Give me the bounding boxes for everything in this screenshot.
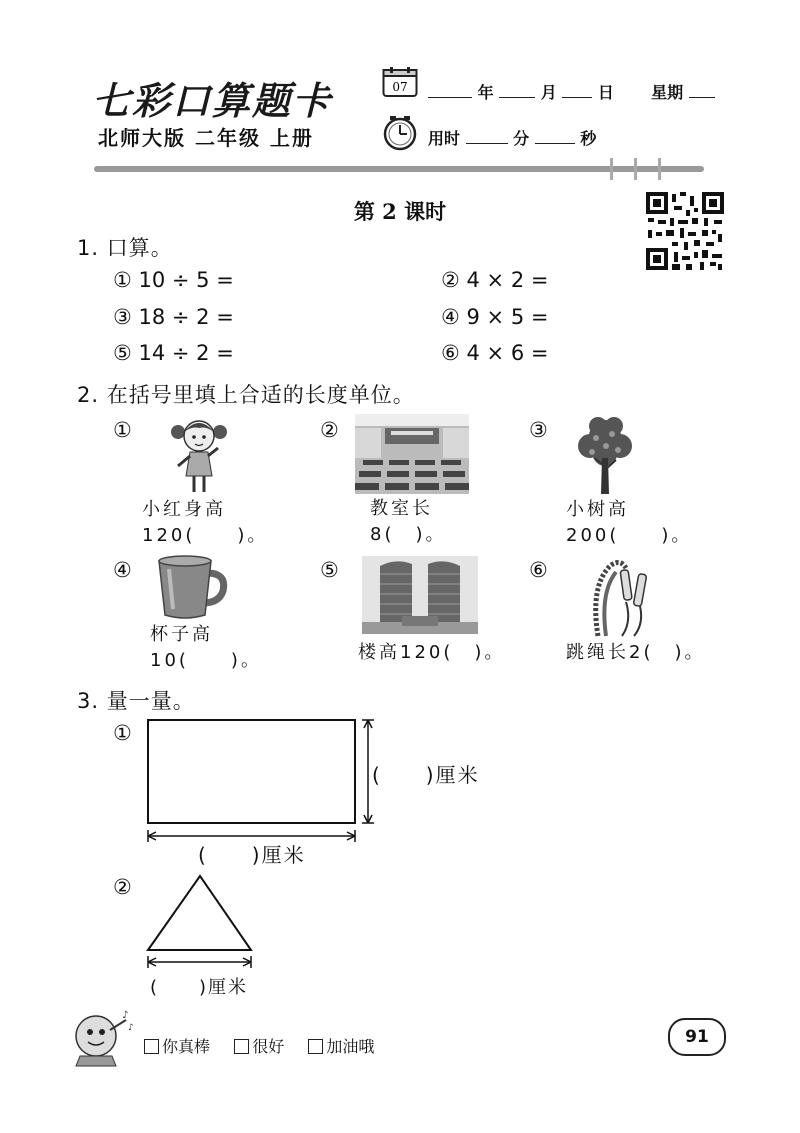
brand-title: 七彩口算题卡 <box>92 78 333 123</box>
answer-blank: 10( )。 <box>150 650 262 671</box>
arithmetic-expression: 9 × 5 = <box>466 305 549 329</box>
date-fill-line <box>428 80 715 103</box>
minute-label: 分 <box>513 129 530 148</box>
arithmetic-expression: 4 × 2 = <box>466 268 549 292</box>
rating-option-good[interactable]: 很好 <box>234 1037 284 1056</box>
answer-blank: 8( )。 <box>370 524 447 545</box>
question-text: 楼高120( )。 <box>358 642 506 663</box>
arithmetic-expression: 14 ÷ 2 = <box>138 341 234 365</box>
item-number: ② <box>113 875 132 899</box>
jump-rope-image <box>586 556 656 638</box>
month-label: 月 <box>540 83 557 102</box>
triangle-figure <box>140 868 260 972</box>
time-fill-line <box>428 126 596 149</box>
item-number: ③ <box>113 305 132 329</box>
tree-image <box>576 414 634 498</box>
rating-option-keep-trying[interactable]: 加油哦 <box>308 1037 374 1056</box>
arithmetic-item-1 <box>113 268 234 292</box>
arithmetic-item-3 <box>113 305 234 329</box>
item-number: ① <box>113 268 132 292</box>
section-3-title: 3. 量一量。 <box>77 689 195 713</box>
item-number: ④ <box>441 305 460 329</box>
arithmetic-item-4 <box>441 305 548 329</box>
cup-image <box>155 555 229 621</box>
arithmetic-expression: 4 × 6 = <box>466 341 549 365</box>
edition-label: 北师大版 二年级 上册 <box>98 126 314 150</box>
girl-image <box>170 414 228 496</box>
item-number: ⑤ <box>320 558 339 582</box>
question-text: 杯子高 <box>150 624 213 645</box>
weekday-label: 星期 <box>651 83 684 102</box>
rectangle-figure <box>140 712 382 852</box>
time-used-label: 用时 <box>428 129 461 148</box>
question-text: 跳绳长2( )。 <box>566 642 706 663</box>
calendar-icon <box>382 66 418 98</box>
rating-option-great[interactable]: 你真棒 <box>144 1037 210 1056</box>
arithmetic-expression: 10 ÷ 5 = <box>138 268 234 292</box>
item-number: ① <box>113 418 132 442</box>
base-answer-blank: ( )厘米 <box>150 977 249 998</box>
building-image <box>362 556 478 634</box>
classroom-image <box>355 414 469 494</box>
item-number: ⑥ <box>529 558 548 582</box>
item-number: ② <box>441 268 460 292</box>
clock-icon <box>382 115 418 151</box>
arithmetic-item-5 <box>113 341 234 365</box>
day-label: 日 <box>597 83 614 102</box>
item-number: ⑥ <box>441 341 460 365</box>
page-number: 91 <box>668 1018 726 1056</box>
arithmetic-expression: 18 ÷ 2 = <box>138 305 234 329</box>
answer-blank: 120( )。 <box>142 525 269 546</box>
question-text: 小树高 <box>566 499 629 520</box>
checkbox-icon[interactable] <box>308 1039 323 1054</box>
question-text: 教室长 <box>370 498 433 519</box>
calendar-day-text: 07 <box>392 80 408 94</box>
item-number: ① <box>113 721 132 745</box>
rating-options <box>144 1034 374 1057</box>
svg-text:♪: ♪ <box>128 1023 134 1033</box>
item-number: ④ <box>113 558 132 582</box>
arithmetic-item-6 <box>441 341 548 365</box>
height-answer-blank: ( )厘米 <box>372 763 480 787</box>
section-2-title: 2. 在括号里填上合适的长度单位。 <box>77 383 415 407</box>
arithmetic-item-2 <box>441 268 548 292</box>
item-number: ③ <box>529 418 548 442</box>
checkbox-icon[interactable] <box>144 1039 159 1054</box>
header-divider <box>94 166 704 172</box>
year-label: 年 <box>477 83 494 102</box>
svg-text:♪: ♪ <box>122 1010 129 1021</box>
width-answer-blank: ( )厘米 <box>198 843 306 867</box>
lesson-title: 第 2 课时 <box>353 199 447 224</box>
second-label: 秒 <box>580 129 597 148</box>
checkbox-icon[interactable] <box>234 1039 249 1054</box>
cartoon-mascot-icon <box>70 1006 136 1068</box>
item-number: ⑤ <box>113 341 132 365</box>
question-text: 小红身高 <box>142 499 226 520</box>
item-number: ② <box>320 418 339 442</box>
section-1-title: 1. 口算。 <box>77 236 173 260</box>
qr-code-icon <box>644 190 726 272</box>
answer-blank: 200( )。 <box>566 525 693 546</box>
